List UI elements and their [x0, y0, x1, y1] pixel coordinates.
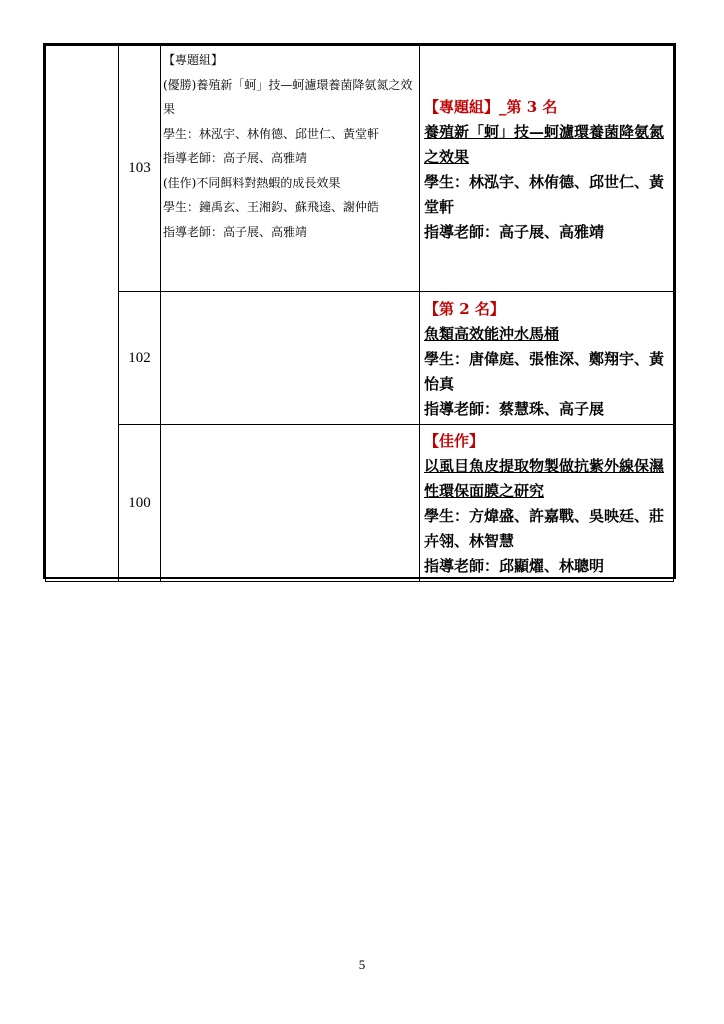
teachers: 指導老師：高子展、高雅靖 — [424, 222, 605, 241]
students: 學生：唐偉庭、張惟深、鄭翔宇、黃怡真 — [424, 349, 665, 393]
award-label: 【第 2 名】 — [424, 299, 505, 318]
year-cell: 103 — [119, 46, 161, 292]
table-row — [46, 46, 674, 292]
table-row — [46, 425, 674, 582]
year-cell: 102 — [119, 292, 161, 425]
project-title: 養殖新「蚵」技—蚵濾環養菌降氨氮之效果 — [424, 122, 665, 166]
entry-line: 指導老師：高子展、高雅靖 — [163, 224, 308, 239]
entry-line: 【專題組】 — [163, 53, 224, 67]
entries-cell — [161, 425, 420, 582]
award-cell — [420, 292, 674, 425]
awards-table — [43, 43, 676, 579]
teachers: 指導老師：邱顯燿、林聰明 — [424, 557, 605, 575]
award-cell — [420, 425, 674, 582]
entries-cell — [161, 292, 420, 425]
year-cell: 100 — [119, 425, 161, 582]
table-row — [46, 292, 674, 425]
students: 學生：林泓宇、林侑德、邱世仁、黃堂軒 — [424, 172, 665, 216]
students: 學生：方煒盛、許嘉戰、吳映廷、莊卉翎、林智慧 — [424, 507, 665, 550]
entry-line: (佳作)不同餌料對熱蝦的成長效果 — [163, 175, 341, 190]
award-label: 【專題組】_第 3 名 — [424, 97, 558, 116]
entry-line: (優勝)養殖新「蚵」技—蚵濾環養菌降氨氮之效果 — [163, 77, 413, 116]
entry-line: 學生：林泓宇、林侑德、邱世仁、黃堂軒 — [163, 126, 380, 141]
award-label: 【佳作】 — [424, 432, 485, 450]
teachers: 指導老師：蔡慧珠、高子展 — [424, 399, 605, 418]
project-title: 魚類高效能沖水馬桶 — [424, 324, 560, 343]
entry-line: 學生：鐘禹玄、王湘鈞、蘇飛逵、謝仲皓 — [163, 200, 380, 214]
page-number: 5 — [358, 957, 366, 972]
project-title: 以虱目魚皮提取物製做抗紫外線保濕性環保面膜之研究 — [424, 457, 665, 500]
entry-line: 指導老師：高子展、高雅靖 — [163, 151, 308, 165]
entries-cell — [161, 46, 420, 292]
award-cell — [420, 46, 674, 292]
category-cell — [46, 46, 119, 582]
